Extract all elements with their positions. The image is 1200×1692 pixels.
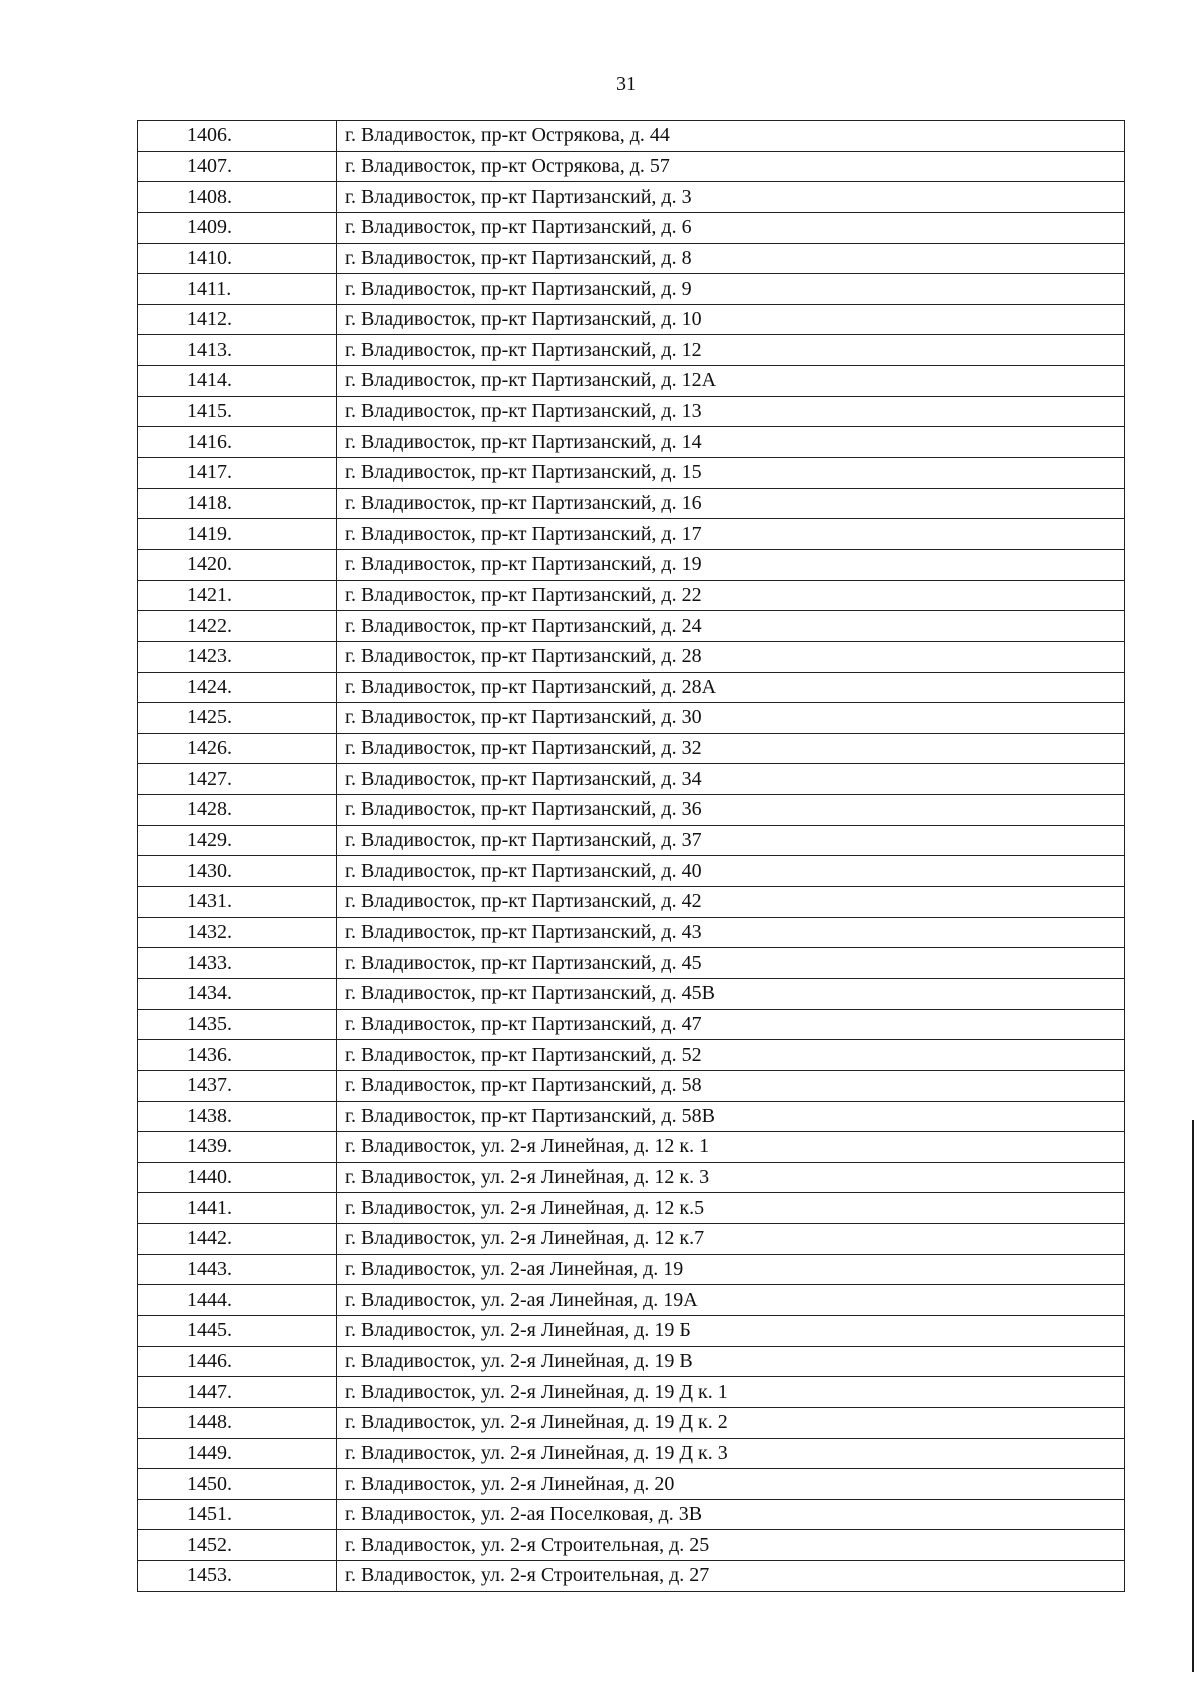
row-number-cell: 1423. (138, 641, 337, 672)
row-number-cell: 1445. (138, 1315, 337, 1346)
address-cell: г. Владивосток, ул. 2-я Строительная, д. 27 (337, 1561, 1125, 1592)
row-number-cell: 1411. (138, 274, 337, 305)
address-cell: г. Владивосток, ул. 2-я Линейная, д. 12 к. 1 (337, 1132, 1125, 1163)
page-number: 31 (616, 73, 636, 95)
table-row (138, 1377, 1125, 1408)
row-number-cell: 1430. (138, 856, 337, 887)
row-number-cell: 1408. (138, 182, 337, 213)
address-table-body (138, 121, 1125, 1592)
row-number-cell: 1447. (138, 1377, 337, 1408)
row-number-cell: 1415. (138, 396, 337, 427)
row-number-cell: 1428. (138, 795, 337, 826)
row-number-cell: 1444. (138, 1285, 337, 1316)
table-row (138, 825, 1125, 856)
address-cell: г. Владивосток, ул. 2-я Линейная, д. 19 Б (337, 1315, 1125, 1346)
row-number-cell: 1406. (138, 121, 337, 152)
row-number-cell: 1446. (138, 1346, 337, 1377)
address-cell: г. Владивосток, пр-кт Партизанский, д. 24 (337, 611, 1125, 642)
address-cell: г. Владивосток, пр-кт Партизанский, д. 12А (337, 366, 1125, 397)
address-cell: г. Владивосток, пр-кт Партизанский, д. 9 (337, 274, 1125, 305)
address-cell: г. Владивосток, пр-кт Партизанский, д. 58В (337, 1101, 1125, 1132)
table-row (138, 1224, 1125, 1255)
table-row (138, 151, 1125, 182)
table-row (138, 1499, 1125, 1530)
row-number-cell: 1427. (138, 764, 337, 795)
address-cell: г. Владивосток, пр-кт Острякова, д. 57 (337, 151, 1125, 182)
address-cell: г. Владивосток, ул. 2-я Линейная, д. 19 Д к. 1 (337, 1377, 1125, 1408)
address-cell: г. Владивосток, пр-кт Партизанский, д. 15 (337, 458, 1125, 489)
address-cell: г. Владивосток, пр-кт Острякова, д. 44 (337, 121, 1125, 152)
table-row (138, 641, 1125, 672)
row-number-cell: 1437. (138, 1070, 337, 1101)
address-cell: г. Владивосток, пр-кт Партизанский, д. 52 (337, 1040, 1125, 1071)
address-cell: г. Владивосток, пр-кт Партизанский, д. 12 (337, 335, 1125, 366)
row-number-cell: 1438. (138, 1101, 337, 1132)
row-number-cell: 1426. (138, 733, 337, 764)
address-cell: г. Владивосток, пр-кт Партизанский, д. 10 (337, 304, 1125, 335)
table-row (138, 304, 1125, 335)
table-row (138, 1346, 1125, 1377)
address-cell: г. Владивосток, пр-кт Партизанский, д. 28 (337, 641, 1125, 672)
table-row (138, 733, 1125, 764)
table-row (138, 366, 1125, 397)
address-cell: г. Владивосток, ул. 2-я Линейная, д. 12 к. 3 (337, 1162, 1125, 1193)
address-cell: г. Владивосток, пр-кт Партизанский, д. 34 (337, 764, 1125, 795)
address-cell: г. Владивосток, ул. 2-ая Линейная, д. 19А (337, 1285, 1125, 1316)
table-row (138, 672, 1125, 703)
row-number-cell: 1410. (138, 243, 337, 274)
table-row (138, 1315, 1125, 1346)
table-row (138, 243, 1125, 274)
address-cell: г. Владивосток, ул. 2-я Строительная, д. 25 (337, 1530, 1125, 1561)
address-cell: г. Владивосток, пр-кт Партизанский, д. 32 (337, 733, 1125, 764)
row-number-cell: 1412. (138, 304, 337, 335)
scan-edge-line (1192, 1120, 1194, 1672)
table-row (138, 274, 1125, 305)
table-row (138, 396, 1125, 427)
row-number-cell: 1435. (138, 1009, 337, 1040)
row-number-cell: 1432. (138, 917, 337, 948)
address-cell: г. Владивосток, пр-кт Партизанский, д. 58 (337, 1070, 1125, 1101)
row-number-cell: 1414. (138, 366, 337, 397)
table-row (138, 1162, 1125, 1193)
row-number-cell: 1433. (138, 948, 337, 979)
row-number-cell: 1431. (138, 887, 337, 918)
address-cell: г. Владивосток, пр-кт Партизанский, д. 16 (337, 488, 1125, 519)
table-row (138, 1132, 1125, 1163)
table-row (138, 121, 1125, 152)
address-cell: г. Владивосток, пр-кт Партизанский, д. 14 (337, 427, 1125, 458)
address-cell: г. Владивосток, пр-кт Партизанский, д. 8 (337, 243, 1125, 274)
row-number-cell: 1449. (138, 1438, 337, 1469)
table-row (138, 1254, 1125, 1285)
table-row (138, 1009, 1125, 1040)
table-row (138, 1469, 1125, 1500)
row-number-cell: 1436. (138, 1040, 337, 1071)
address-cell: г. Владивосток, пр-кт Партизанский, д. 30 (337, 703, 1125, 734)
address-cell: г. Владивосток, пр-кт Партизанский, д. 45 (337, 948, 1125, 979)
row-number-cell: 1440. (138, 1162, 337, 1193)
row-number-cell: 1420. (138, 549, 337, 580)
table-row (138, 427, 1125, 458)
address-cell: г. Владивосток, ул. 2-я Линейная, д. 19 Д к. 2 (337, 1407, 1125, 1438)
table-row (138, 1530, 1125, 1561)
address-cell: г. Владивосток, пр-кт Партизанский, д. 19 (337, 549, 1125, 580)
address-cell: г. Владивосток, пр-кт Партизанский, д. 17 (337, 519, 1125, 550)
table-row (138, 1561, 1125, 1592)
table-row (138, 335, 1125, 366)
row-number-cell: 1441. (138, 1193, 337, 1224)
address-cell: г. Владивосток, пр-кт Партизанский, д. 42 (337, 887, 1125, 918)
row-number-cell: 1425. (138, 703, 337, 734)
address-cell: г. Владивосток, ул. 2-я Линейная, д. 19 В (337, 1346, 1125, 1377)
row-number-cell: 1409. (138, 212, 337, 243)
table-row (138, 1040, 1125, 1071)
row-number-cell: 1442. (138, 1224, 337, 1255)
row-number-cell: 1418. (138, 488, 337, 519)
address-cell: г. Владивосток, пр-кт Партизанский, д. 22 (337, 580, 1125, 611)
table-row (138, 948, 1125, 979)
table-row (138, 856, 1125, 887)
table-row (138, 917, 1125, 948)
table-row (138, 1101, 1125, 1132)
table-row (138, 1438, 1125, 1469)
table-row (138, 182, 1125, 213)
row-number-cell: 1450. (138, 1469, 337, 1500)
row-number-cell: 1416. (138, 427, 337, 458)
table-row (138, 488, 1125, 519)
table-row (138, 212, 1125, 243)
row-number-cell: 1443. (138, 1254, 337, 1285)
row-number-cell: 1434. (138, 978, 337, 1009)
row-number-cell: 1407. (138, 151, 337, 182)
table-row (138, 887, 1125, 918)
table-row (138, 703, 1125, 734)
row-number-cell: 1419. (138, 519, 337, 550)
table-row (138, 611, 1125, 642)
row-number-cell: 1424. (138, 672, 337, 703)
address-cell: г. Владивосток, пр-кт Партизанский, д. 45В (337, 978, 1125, 1009)
table-row (138, 764, 1125, 795)
address-cell: г. Владивосток, пр-кт Партизанский, д. 43 (337, 917, 1125, 948)
table-row (138, 1285, 1125, 1316)
address-cell: г. Владивосток, ул. 2-я Линейная, д. 12 к.7 (337, 1224, 1125, 1255)
address-cell: г. Владивосток, пр-кт Партизанский, д. 6 (337, 212, 1125, 243)
address-cell: г. Владивосток, ул. 2-я Линейная, д. 20 (337, 1469, 1125, 1500)
row-number-cell: 1422. (138, 611, 337, 642)
table-row (138, 549, 1125, 580)
address-cell: г. Владивосток, ул. 2-ая Поселковая, д. 3В (337, 1499, 1125, 1530)
table-row (138, 580, 1125, 611)
table-row (138, 1070, 1125, 1101)
address-cell: г. Владивосток, пр-кт Партизанский, д. 3 (337, 182, 1125, 213)
address-cell: г. Владивосток, пр-кт Партизанский, д. 37 (337, 825, 1125, 856)
table-row (138, 1193, 1125, 1224)
address-cell: г. Владивосток, пр-кт Партизанский, д. 28А (337, 672, 1125, 703)
row-number-cell: 1448. (138, 1407, 337, 1438)
table-row (138, 458, 1125, 489)
row-number-cell: 1439. (138, 1132, 337, 1163)
address-cell: г. Владивосток, ул. 2-я Линейная, д. 19 Д к. 3 (337, 1438, 1125, 1469)
table-row (138, 795, 1125, 826)
row-number-cell: 1451. (138, 1499, 337, 1530)
address-cell: г. Владивосток, пр-кт Партизанский, д. 40 (337, 856, 1125, 887)
address-cell: г. Владивосток, ул. 2-я Линейная, д. 12 к.5 (337, 1193, 1125, 1224)
table-row (138, 519, 1125, 550)
row-number-cell: 1417. (138, 458, 337, 489)
table-row (138, 1407, 1125, 1438)
row-number-cell: 1429. (138, 825, 337, 856)
row-number-cell: 1452. (138, 1530, 337, 1561)
address-cell: г. Владивосток, пр-кт Партизанский, д. 36 (337, 795, 1125, 826)
row-number-cell: 1453. (138, 1561, 337, 1592)
row-number-cell: 1421. (138, 580, 337, 611)
address-table (137, 120, 1125, 1592)
address-cell: г. Владивосток, ул. 2-ая Линейная, д. 19 (337, 1254, 1125, 1285)
row-number-cell: 1413. (138, 335, 337, 366)
table-row (138, 978, 1125, 1009)
address-cell: г. Владивосток, пр-кт Партизанский, д. 47 (337, 1009, 1125, 1040)
address-cell: г. Владивосток, пр-кт Партизанский, д. 13 (337, 396, 1125, 427)
